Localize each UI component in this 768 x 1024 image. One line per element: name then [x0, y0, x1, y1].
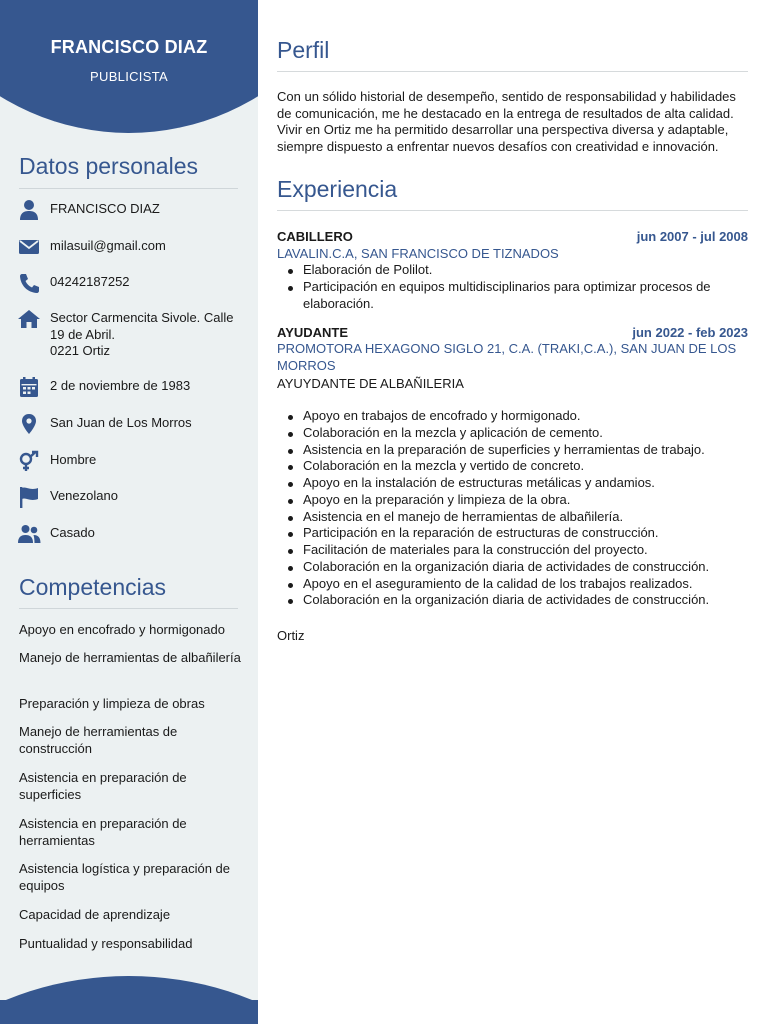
- job-bullet: Asistencia en el manejo de herramientas de albañilería.: [303, 509, 748, 526]
- skill-item: Apoyo en encofrado y hormigonado: [19, 622, 225, 637]
- personal-item-text: Hombre: [50, 452, 97, 467]
- job-bullet: Asistencia en la preparación de superficies y herramientas de trabajo.: [303, 442, 748, 459]
- skill-item: Manejo de herramientas de albañilería: [19, 650, 241, 665]
- personal-item-text: FRANCISCO DIAZ: [50, 201, 160, 216]
- skill-item: Asistencia en preparación de herramientas: [19, 816, 187, 848]
- job-bullet: Colaboración en la mezcla y vertido de concreto.: [303, 458, 748, 475]
- job-bullet: Participación en equipos multidisciplinarios para optimizar procesos de elaboración.: [303, 279, 748, 313]
- personal-item-text: 2 de noviembre de 1983: [50, 378, 191, 393]
- gender-icon: [17, 450, 41, 472]
- personal-item-text: 04242187252: [50, 274, 130, 289]
- job-bullet: Colaboración en la organización diaria de actividades de construcción.: [303, 592, 748, 609]
- personal-item-text: milasuil@gmail.com: [50, 238, 166, 253]
- job-bullets: [303, 408, 748, 609]
- home-icon: [17, 308, 41, 330]
- job-title: CABILLERO: [277, 229, 353, 244]
- profile-divider: [277, 71, 748, 72]
- profile-text: Con un sólido historial de desempeño, sentido de responsabilidad y habilidades de comunicación, me he destacado en la entrega de resultados de alta calidad. Vivir en Ortiz me ha permitido desarrollar una perspectiva diversa y adaptable, siempre dispuesto a enfrentar nuevos desafíos con creatividad e innovación.: [277, 89, 736, 155]
- job-subtitle: AYUYDANTE DE ALBAÑILERIA: [277, 376, 464, 391]
- skill-item: Manejo de herramientas de construcción: [19, 724, 178, 756]
- sidebar: [0, 0, 258, 1024]
- job-bullet: Apoyo en la instalación de estructuras metálicas y andamios.: [303, 475, 748, 492]
- personal-data-divider: [19, 188, 238, 189]
- job-bullet: Apoyo en el aseguramiento de la calidad de los trabajos realizados.: [303, 576, 748, 593]
- job-title: AYUDANTE: [277, 325, 349, 340]
- footer-city: Ortiz: [277, 628, 305, 643]
- footer-shape-base: [0, 1000, 258, 1024]
- job-bullets: [303, 262, 748, 312]
- map-pin-icon: [17, 413, 41, 435]
- job-bullet: Apoyo en la preparación y limpieza de la obra.: [303, 492, 748, 509]
- personal-item-text: Venezolano: [50, 488, 118, 503]
- profile-title: Perfil: [277, 37, 330, 63]
- skill-item: Capacidad de aprendizaje: [19, 907, 171, 922]
- job-bullet: Apoyo en trabajos de encofrado y hormigonado.: [303, 408, 748, 425]
- job-bullet: Facilitación de materiales para la construcción del proyecto.: [303, 542, 748, 559]
- experience-title: Experiencia: [277, 176, 398, 202]
- personal-item-text: San Juan de Los Morros: [50, 415, 192, 430]
- experience-divider: [277, 210, 748, 211]
- job-company: PROMOTORA HEXAGONO SIGLO 21, C.A. (TRAKI,C.A.), SAN JUAN DE LOS MORROS: [277, 341, 737, 373]
- people-icon: [17, 523, 41, 545]
- candidate-name: FRANCISCO DIAZ: [50, 37, 208, 57]
- user-icon: [17, 199, 41, 221]
- job-bullet: Colaboración en la mezcla y aplicación de cemento.: [303, 425, 748, 442]
- skill-item: Asistencia en preparación de superficies: [19, 770, 187, 802]
- skill-item: Preparación y limpieza de obras: [19, 696, 205, 711]
- job-dates: jun 2022 - feb 2023: [632, 325, 748, 340]
- envelope-icon: [17, 236, 41, 258]
- job-company: LAVALIN.C.A, SAN FRANCISCO DE TIZNADOS: [277, 246, 559, 261]
- personal-data-title: Datos personales: [19, 153, 198, 179]
- personal-item-text: Casado: [50, 525, 95, 540]
- skills-title: Competencias: [19, 574, 167, 600]
- skills-divider: [19, 608, 238, 609]
- job-bullet: Colaboración en la organización diaria de actividades de construcción.: [303, 559, 748, 576]
- job-bullet: Elaboración de Polilot.: [303, 262, 748, 279]
- calendar-icon: [17, 376, 41, 398]
- phone-icon: [17, 272, 41, 294]
- personal-item-text: Sector Carmencita Sivole. Calle 19 de Abril. 0221 Ortiz: [50, 310, 234, 358]
- job-bullet: Participación en la reparación de estructuras de construcción.: [303, 525, 748, 542]
- skill-item: Asistencia logística y preparación de equipos: [19, 861, 231, 893]
- skill-item: Puntualidad y responsabilidad: [19, 936, 193, 951]
- candidate-role: PUBLICISTA: [90, 69, 168, 84]
- header-shape: [0, 0, 258, 133]
- flag-icon: [17, 486, 41, 508]
- job-dates: jun 2007 - jul 2008: [636, 229, 748, 244]
